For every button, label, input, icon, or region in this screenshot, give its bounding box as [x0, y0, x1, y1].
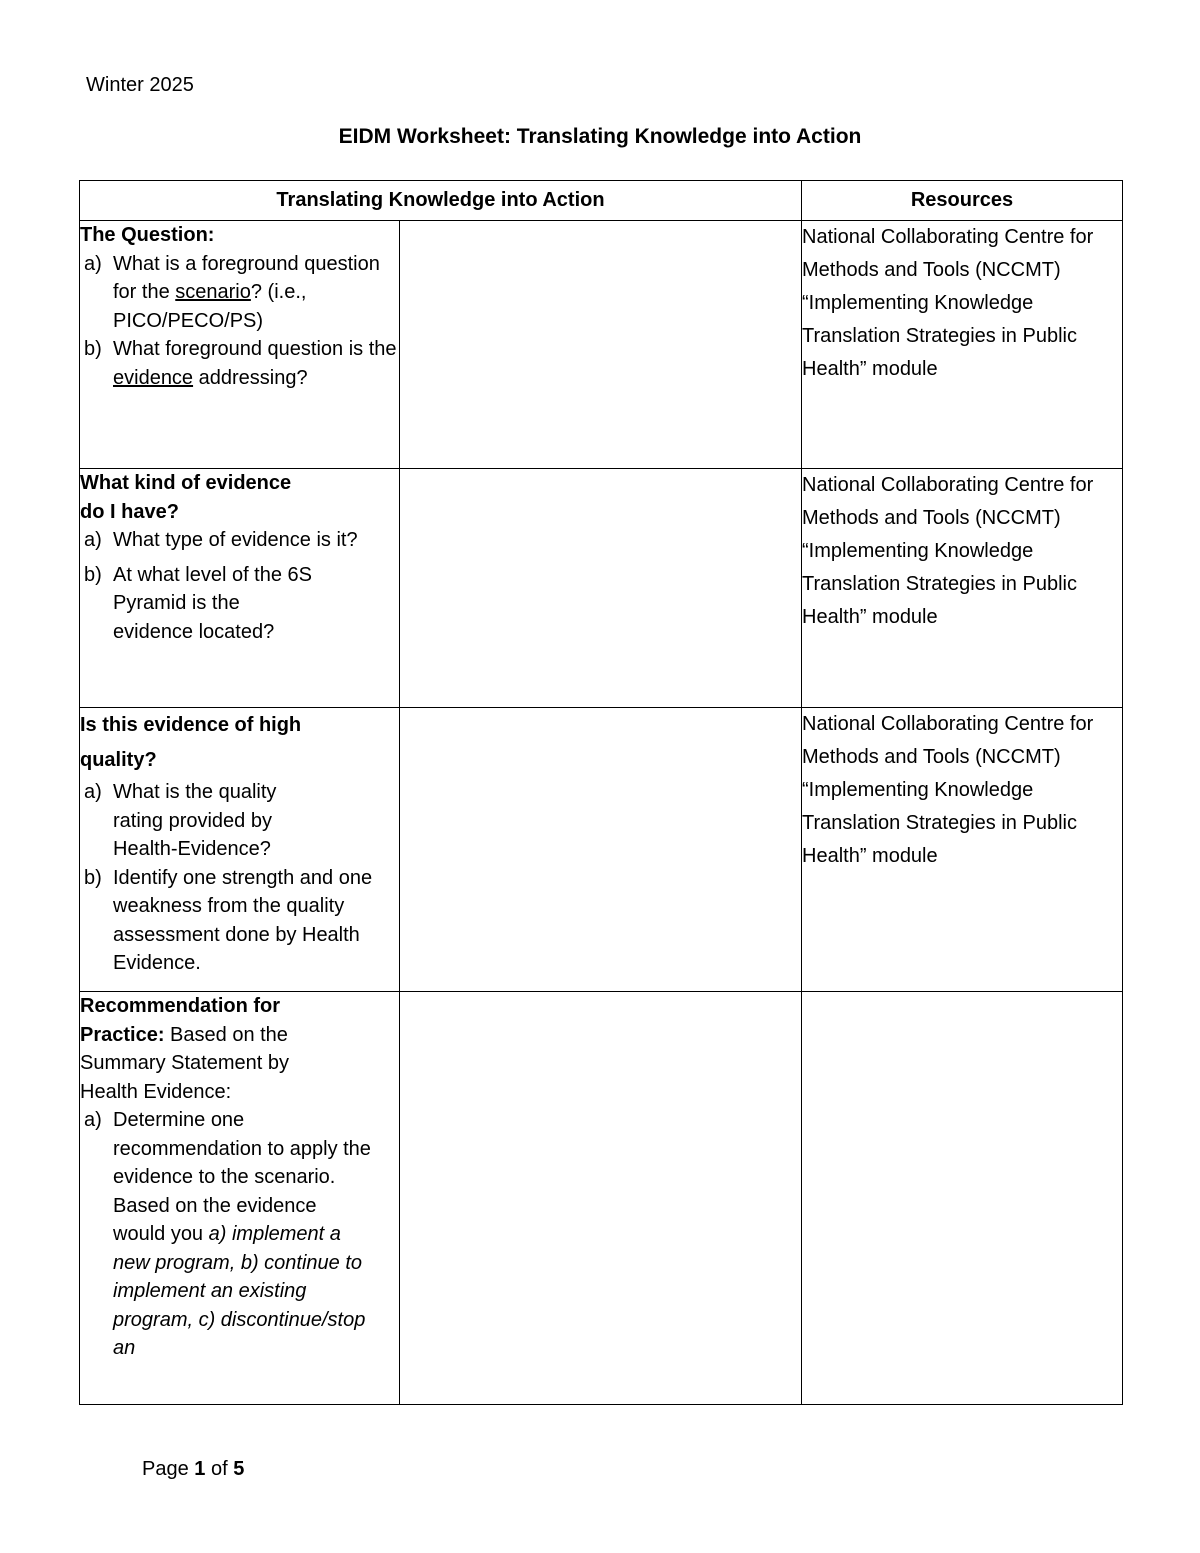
worksheet-table — [79, 180, 1123, 1405]
list-item: b) What foreground question is the evidence addressing? — [84, 338, 397, 389]
list-item: a) What is a foreground question for the scenario? (i.e., PICO/PECO/PS) — [84, 252, 380, 332]
question-cell — [80, 992, 400, 1405]
row-heading: Recommendation for Practice: — [80, 995, 281, 1046]
document-title: EIDM Worksheet: Translating Knowledge into Action — [338, 125, 862, 148]
resources-cell-empty — [802, 992, 1123, 1405]
row-heading: Is this evidence of high quality? — [80, 714, 302, 771]
resources-cell: National Collaborating Centre for Methods and Tools (NCCMT) “Implementing Knowledge Translation Strategies in Public Health” module — [802, 221, 1123, 469]
question-cell — [80, 469, 400, 708]
question-list — [80, 1106, 399, 1363]
answer-cell[interactable] — [400, 469, 802, 708]
answer-cell[interactable] — [400, 708, 802, 992]
header-date: Winter 2025 — [86, 74, 194, 96]
list-item: b) At what level of the 6S Pyramid is the evidence located? — [84, 563, 313, 643]
page-number: Page 1 of 5 — [142, 1458, 245, 1480]
table-row — [80, 469, 1123, 708]
row-intro: Based on the Summary Statement by Health Evidence: — [80, 1023, 289, 1103]
table-row — [80, 992, 1123, 1405]
table-row — [80, 221, 1123, 469]
row-heading-block — [80, 992, 320, 1106]
question-list — [80, 250, 399, 393]
answer-cell[interactable] — [400, 221, 802, 469]
answer-cell[interactable] — [400, 992, 802, 1405]
question-cell — [80, 708, 400, 992]
table-row — [80, 708, 1123, 992]
list-item: a) What type of evidence is it? — [84, 529, 358, 551]
list-item: a) Determine one recommendation to apply the evidence to the scenario. Based on the evidence would you a) implement a new program, b) continue to implement an existing program, c) discontinue/stop an — [84, 1109, 371, 1359]
row-heading: What kind of evidence do I have? — [80, 472, 292, 523]
question-cell — [80, 221, 400, 469]
question-list — [80, 526, 399, 646]
question-list — [80, 778, 399, 978]
col-header-translating: Translating Knowledge into Action — [80, 181, 802, 221]
table-header-row — [80, 181, 1123, 221]
list-item: a) What is the quality rating provided by Health-Evidence? — [84, 781, 277, 860]
list-item: b) Identify one strength and one weakness from the quality assessment done by Health Evidence. — [84, 866, 373, 974]
row-heading: The Question: — [80, 224, 215, 246]
resources-cell: National Collaborating Centre for Methods and Tools (NCCMT) “Implementing Knowledge Translation Strategies in Public Health” module — [802, 708, 1123, 992]
col-header-resources: Resources — [802, 181, 1123, 221]
resources-cell: National Collaborating Centre for Methods and Tools (NCCMT) “Implementing Knowledge Translation Strategies in Public Health” module — [802, 469, 1123, 708]
